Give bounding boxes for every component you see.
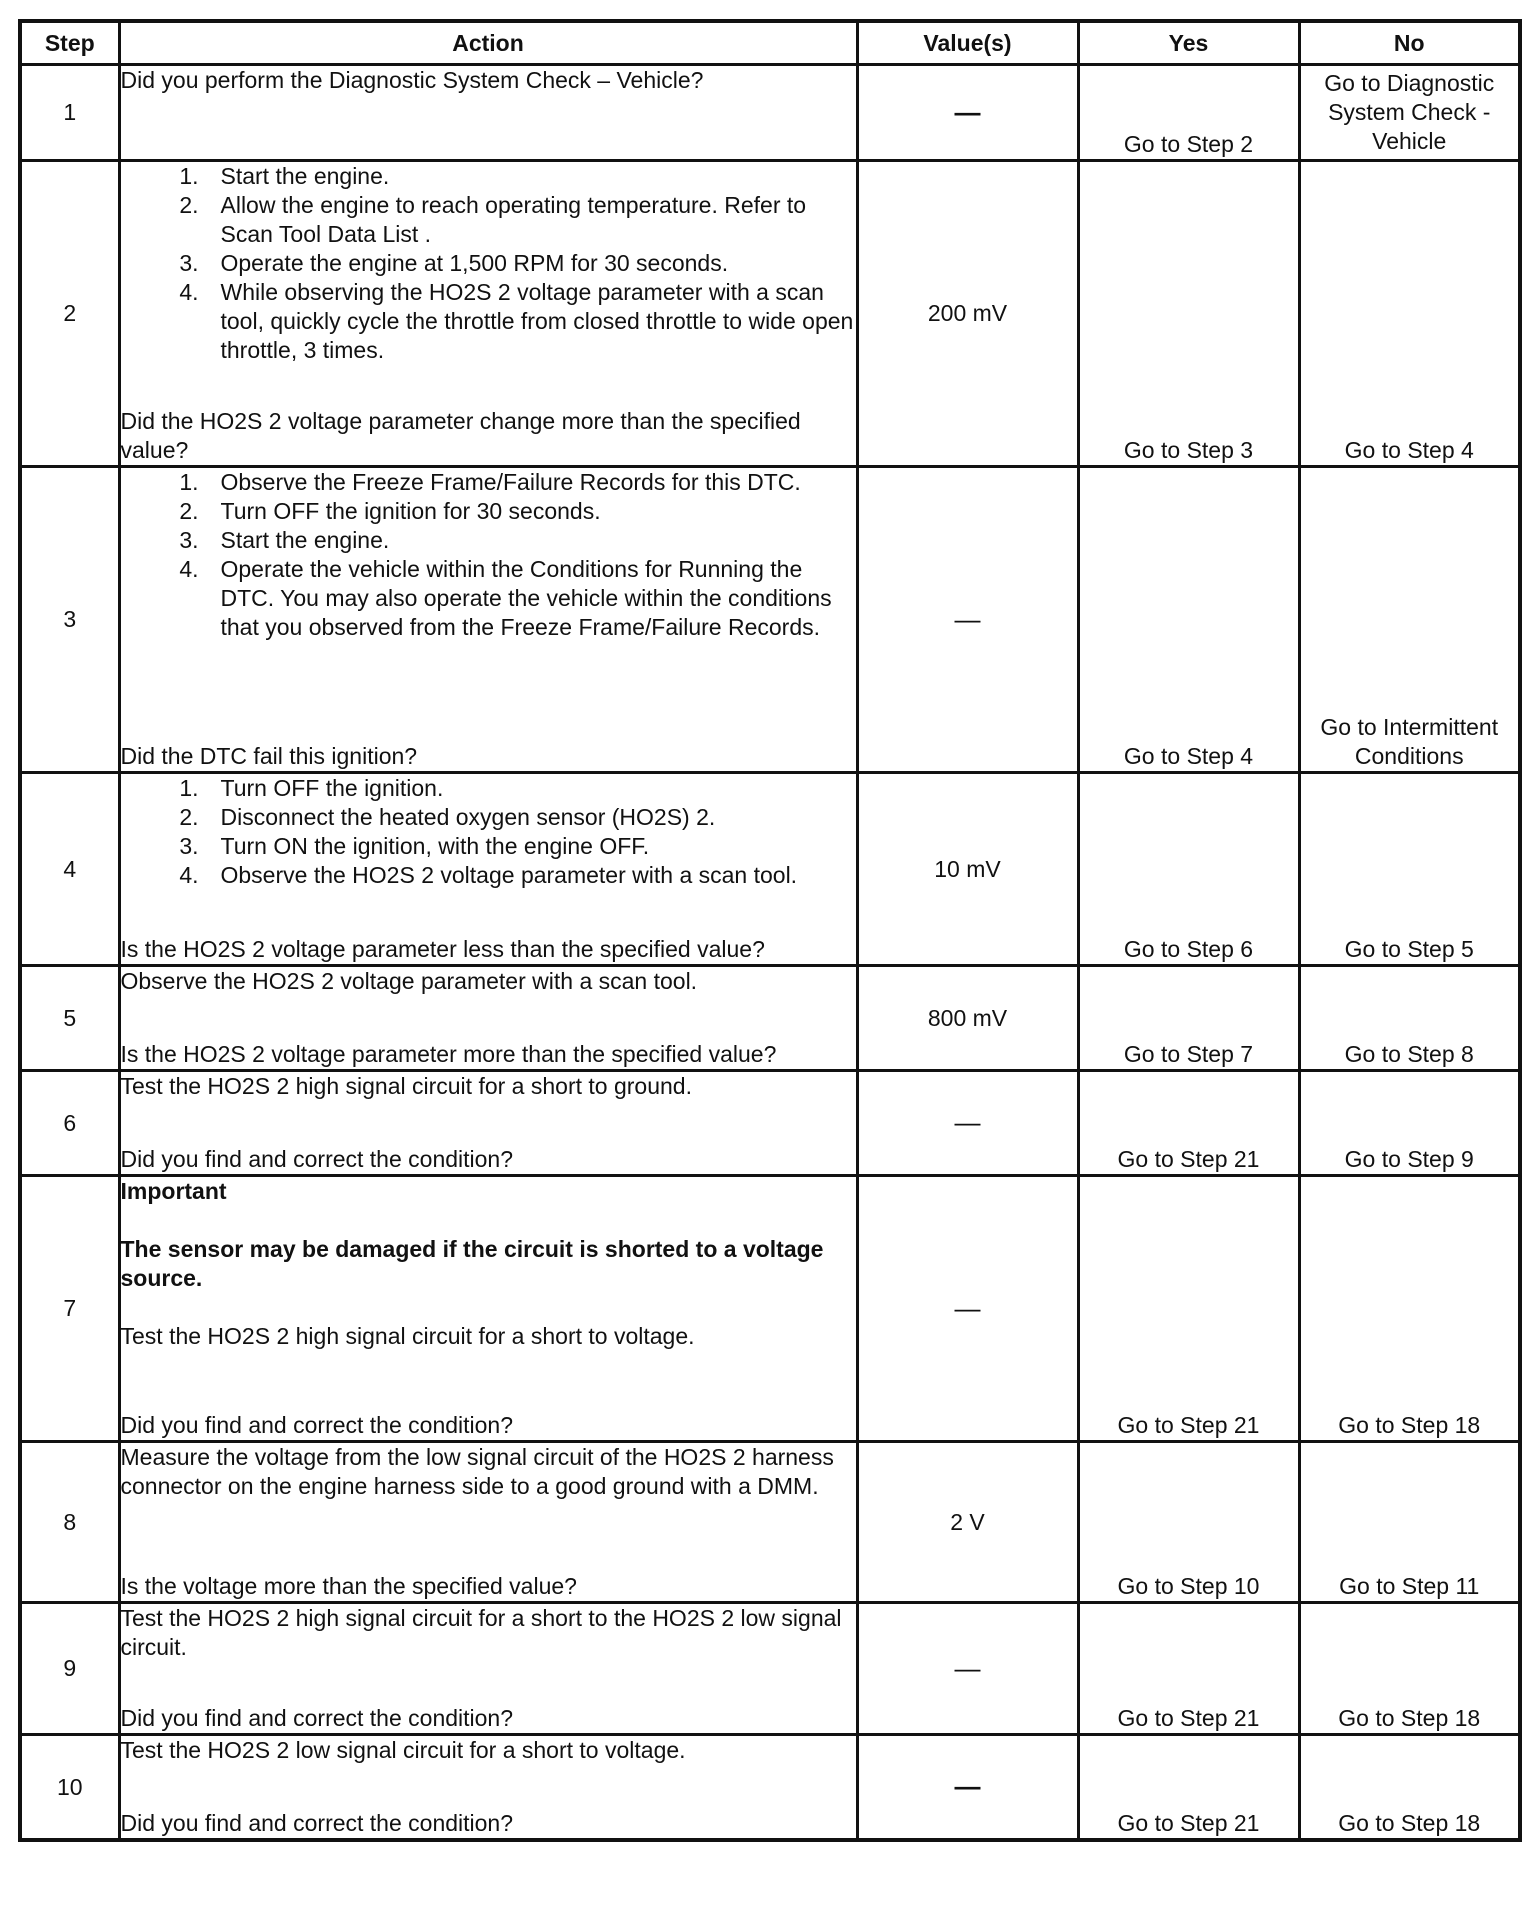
action-cell bbox=[119, 1442, 857, 1603]
step-number: 8 bbox=[20, 1442, 119, 1603]
diagnostic-table bbox=[18, 19, 1522, 1842]
value-cell: — bbox=[857, 1735, 1078, 1841]
no-cell: Go to Step 5 bbox=[1299, 773, 1520, 966]
action-cell bbox=[119, 1603, 857, 1735]
table-row bbox=[20, 1176, 1520, 1442]
no-cell: Go to Step 18 bbox=[1299, 1603, 1520, 1735]
step-number: 10 bbox=[20, 1735, 119, 1841]
action-cell bbox=[119, 65, 857, 161]
action-instruction: Measure the voltage from the low signal circuit of the HO2S 2 harness connector on the engine harness side to a good ground with a DMM. bbox=[120, 1444, 834, 1499]
table-row bbox=[20, 1735, 1520, 1841]
action-question: Did the DTC fail this ignition? bbox=[120, 743, 418, 769]
table-row bbox=[20, 65, 1520, 161]
value-cell: 2 V bbox=[857, 1442, 1078, 1603]
step-number: 3 bbox=[20, 467, 119, 773]
important-note: The sensor may be damaged if the circuit is shorted to a voltage source. bbox=[120, 1236, 824, 1291]
action-question: Did you find and correct the condition? bbox=[120, 1146, 514, 1172]
yes-cell: Go to Step 7 bbox=[1078, 966, 1299, 1071]
important-heading: Important bbox=[120, 1178, 227, 1204]
no-cell: Go to Step 18 bbox=[1299, 1176, 1520, 1442]
action-question: Did you find and correct the condition? bbox=[120, 1705, 514, 1731]
procedure-list: 1. Turn OFF the ignition. 2. Disconnect the heated oxygen sensor (HO2S) 2. 3. Turn ON the ignition, with the engine OFF. 4. Observe the HO2S 2 voltage parameter with a scan tool. bbox=[179, 775, 798, 888]
action-question: Is the voltage more than the specified value? bbox=[120, 1573, 577, 1599]
table-header-row bbox=[20, 21, 1520, 65]
action-question: Did you find and correct the condition? bbox=[120, 1810, 514, 1836]
yes-cell: Go to Step 21 bbox=[1078, 1176, 1299, 1442]
header-step: Step bbox=[20, 21, 119, 65]
table-row bbox=[20, 467, 1520, 773]
header-yes: Yes bbox=[1078, 21, 1299, 65]
action-cell bbox=[119, 1176, 857, 1442]
table-row bbox=[20, 1603, 1520, 1735]
step-number: 7 bbox=[20, 1176, 119, 1442]
value-cell: — bbox=[857, 1176, 1078, 1442]
action-instruction: Test the HO2S 2 high signal circuit for a short to the HO2S 2 low signal circuit. bbox=[120, 1605, 842, 1660]
value-cell: 800 mV bbox=[857, 966, 1078, 1071]
no-cell: Go to Step 4 bbox=[1299, 161, 1520, 467]
yes-cell: Go to Step 21 bbox=[1078, 1735, 1299, 1841]
action-cell bbox=[119, 161, 857, 467]
procedure-list: 1. Observe the Freeze Frame/Failure Records for this DTC. 2. Turn OFF the ignition for 30 seconds. 3. Start the engine. 4. Operate the vehicle within the Conditions for Running the DTC. You may also operate the vehicle within the conditions that you observed from the Freeze Frame/Failure Records. bbox=[179, 469, 832, 640]
yes-cell: Go to Step 3 bbox=[1078, 161, 1299, 467]
yes-cell: Go to Step 2 bbox=[1078, 65, 1299, 161]
value-cell: — bbox=[857, 1603, 1078, 1735]
header-value: Value(s) bbox=[857, 21, 1078, 65]
yes-cell: Go to Step 21 bbox=[1078, 1071, 1299, 1176]
table-row bbox=[20, 1442, 1520, 1603]
yes-cell: Go to Step 10 bbox=[1078, 1442, 1299, 1603]
diagnostic-table-page bbox=[18, 19, 1518, 1842]
action-cell bbox=[119, 467, 857, 773]
no-cell: Go to Step 18 bbox=[1299, 1735, 1520, 1841]
action-cell bbox=[119, 966, 857, 1071]
value-cell: 10 mV bbox=[857, 773, 1078, 966]
action-cell bbox=[119, 773, 857, 966]
step-number: 2 bbox=[20, 161, 119, 467]
value-cell: 200 mV bbox=[857, 161, 1078, 467]
action-instruction: Did you perform the Diagnostic System Check – Vehicle? bbox=[120, 67, 704, 93]
header-no: No bbox=[1299, 21, 1520, 65]
yes-cell: Go to Step 4 bbox=[1078, 467, 1299, 773]
step-number: 9 bbox=[20, 1603, 119, 1735]
procedure-list: 1. Start the engine. 2. Allow the engine to reach operating temperature. Refer to Scan Tool Data List . 3. Operate the engine at 1,500 RPM for 30 seconds. 4. While observing the HO2S 2 voltage parameter with a scan tool, quickly cycle the throttle from closed throttle to wide open throttle, 3 times. bbox=[179, 163, 854, 363]
action-question: Did the HO2S 2 voltage parameter change more than the specified value? bbox=[120, 408, 801, 463]
step-number: 6 bbox=[20, 1071, 119, 1176]
no-cell: Go to Diagnostic System Check - Vehicle bbox=[1299, 65, 1520, 161]
no-cell: Go to Step 11 bbox=[1299, 1442, 1520, 1603]
action-instruction: Test the HO2S 2 high signal circuit for a short to voltage. bbox=[120, 1323, 695, 1349]
action-cell bbox=[119, 1071, 857, 1176]
action-question: Is the HO2S 2 voltage parameter less than the specified value? bbox=[120, 936, 765, 962]
action-question: Did you find and correct the condition? bbox=[120, 1412, 514, 1438]
no-cell: Go to Intermittent Conditions bbox=[1299, 467, 1520, 773]
no-cell: Go to Step 8 bbox=[1299, 966, 1520, 1071]
action-cell bbox=[119, 1735, 857, 1841]
table-row bbox=[20, 966, 1520, 1071]
table-row bbox=[20, 161, 1520, 467]
table-row bbox=[20, 773, 1520, 966]
value-cell: — bbox=[857, 65, 1078, 161]
action-instruction: Test the HO2S 2 low signal circuit for a short to voltage. bbox=[120, 1737, 686, 1763]
action-instruction: Test the HO2S 2 high signal circuit for a short to ground. bbox=[120, 1073, 692, 1099]
step-number: 1 bbox=[20, 65, 119, 161]
yes-cell: Go to Step 6 bbox=[1078, 773, 1299, 966]
value-cell: — bbox=[857, 467, 1078, 773]
step-number: 5 bbox=[20, 966, 119, 1071]
table-row bbox=[20, 1071, 1520, 1176]
action-instruction: Observe the HO2S 2 voltage parameter with a scan tool. bbox=[120, 968, 698, 994]
step-number: 4 bbox=[20, 773, 119, 966]
value-cell: — bbox=[857, 1071, 1078, 1176]
action-question: Is the HO2S 2 voltage parameter more than the specified value? bbox=[120, 1041, 777, 1067]
no-cell: Go to Step 9 bbox=[1299, 1071, 1520, 1176]
yes-cell: Go to Step 21 bbox=[1078, 1603, 1299, 1735]
header-action: Action bbox=[119, 21, 857, 65]
